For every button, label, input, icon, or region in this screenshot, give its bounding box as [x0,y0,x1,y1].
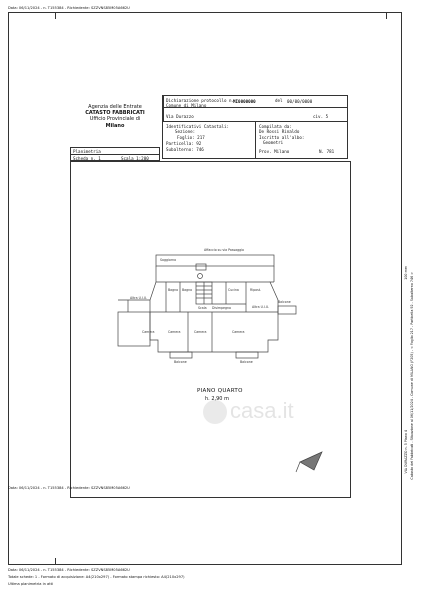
room-label-scala: Scala [198,306,207,310]
left-annex [118,312,150,346]
form-register-number: N. 781 [319,149,335,154]
form-compiled-by-name: De Rossi Rinaldo [259,129,300,134]
room-label-camera-1: Camera [168,330,181,334]
room-label-disimpegno: Disimpegno [212,306,231,310]
form-identifiers-label: Identificativi Catastali: [166,124,230,129]
room-label-camera-2: Camera [194,330,207,334]
footer-line-2: Totale schede: 1 - Formato di acquisizione: A4(210x297) - Formato stampa richiesto: A4(210x297) [8,575,185,579]
room-label-balcone-2: Balcone [240,360,253,364]
plan-title: Planimetria [73,149,101,154]
form-subunit: Subalterno: 746 [166,147,204,152]
form-street: Via Durazzo [166,114,194,119]
room-label-balcone-1: Balcone [174,360,187,364]
form-parcel: Particella: 92 [166,141,202,146]
room-label-bagno-1: Bagno [168,288,179,292]
right-side-label: Catasto dei Fabbricati - Situazione al 06/11/2024 - Comune di MILANO (F205) - < Foglio 217 - Particella 92 - Subalterno 746 > [410,272,414,480]
watermark-text: casa.it [230,398,294,423]
middle-request-line: Data: 06/11/2024 - n. T155384 - Richiedente: SZZVNS85M05A662U [8,486,130,490]
affaccio-left-label: Altra U.I.U. [130,296,148,300]
form-date: 00/00/0000 [287,99,313,104]
plan-sheet-number: Scheda n. 1 [73,155,101,161]
agency-name: Agenzia delle Entrate [88,104,142,110]
form-register-value: Geometri [263,140,284,145]
form-register-label: Iscritto all'albo: [259,135,305,140]
form-sheet: Foglio: 217 [177,135,205,140]
room-label-balcone-3: Balcone [278,300,291,304]
room-label-ripostiglio: Ripost. [250,288,261,292]
floor-name: PIANO QUARTO [197,388,243,394]
agency-city: Milano [105,122,125,129]
form-province: Prov. Milano [259,149,290,154]
form-compiled-by-label: Compilata da: [259,124,292,129]
room-label-altra-uiu: Altra U.I.U. [252,305,270,309]
form-civic-number: civ. 5 [313,114,329,119]
header-request-line: Data: 06/11/2024 - n. T155384 - Richiedente: SZZVNS85M05A662U [8,6,130,10]
plan-scale: Scala 1:200 [121,155,149,161]
form-protocol-label: Dichiarazione protocollo n. [166,98,235,103]
affaccio-top-label: Affaccio su via Passaggio [204,248,245,252]
agency-office: Ufficio Provinciale di [89,116,141,123]
room-label-camera-4: Camera [142,330,155,334]
footer-line-3: Ultima planimetria in atti [8,582,54,586]
form-section: Sezione: [175,129,196,134]
room-label-soggiorno: Soggiorno [160,258,177,262]
right-side-scale: 100 mm [404,266,408,280]
form-date-label: del [275,98,283,103]
watermark-logo [203,400,227,424]
room-label-bagno-2: Bagno [182,288,193,292]
form-protocol-number: MI0000000 [233,99,256,104]
floor-height: h. 2,90 m [205,396,229,402]
right-side-address: VIA DURAZZO n. 5 Piano 4 [404,430,408,474]
agency-department: CATASTO FABBRICATI [85,110,145,117]
room-label-camera-3: Camera [232,330,245,334]
form-municipality: Comune di Milano [166,102,207,108]
room-label-cucina: Cucina [228,288,239,292]
footer-line-1: Data: 06/11/2024 - n. T155384 - Richiedente: SZZVNS85M05A662U [8,568,130,572]
